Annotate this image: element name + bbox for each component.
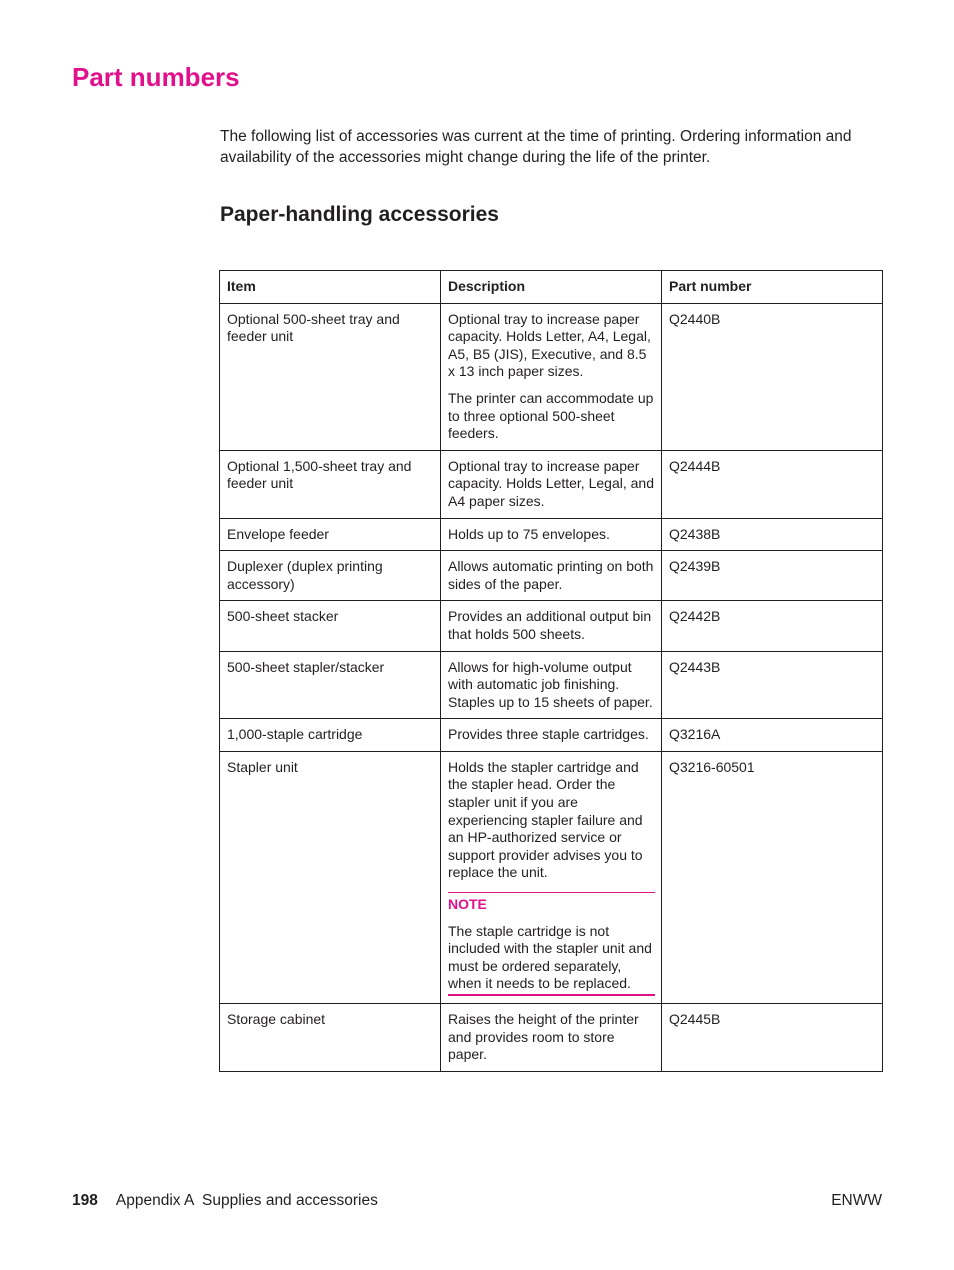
part-number-cell: Q2438B	[662, 518, 883, 551]
part-number-cell: Q2443B	[662, 651, 883, 719]
column-header-description: Description	[441, 271, 662, 304]
item-cell: Duplexer (duplex printing accessory)	[220, 551, 441, 601]
description-text: Allows for high-volume output with automatic job finishing. Staples up to 15 sheets of paper.	[448, 658, 653, 710]
part-number-cell: Q2445B	[662, 1004, 883, 1072]
column-header-item: Item	[220, 271, 441, 304]
note-label: NOTE	[448, 896, 487, 913]
description-text: Provides three staple cartridges.	[448, 726, 649, 743]
table-row	[220, 450, 883, 518]
item-cell: Optional 500-sheet tray and feeder unit	[220, 303, 441, 450]
footer-right: ENWW	[831, 1192, 882, 1209]
item-cell: 1,000-staple cartridge	[220, 719, 441, 752]
table-row	[220, 751, 883, 1003]
page-footer	[72, 1192, 882, 1210]
description-cell	[441, 651, 662, 719]
table-header-row	[220, 271, 883, 304]
note-text: The staple cartridge is not included with the stapler unit and must be ordered separately, when it needs to be replaced.	[448, 922, 652, 992]
page-number: 198	[72, 1192, 98, 1209]
description-text: Holds the stapler cartridge and the stapler head. Order the stapler unit if you are experiencing stapler failure and an HP-authorized service or support provider advises you to replace the unit.	[448, 758, 643, 881]
footer-left	[72, 1192, 378, 1210]
description-text: Allows automatic printing on both sides of the paper.	[448, 558, 654, 592]
description-text: The printer can accommodate up to three optional 500-sheet feeders.	[448, 389, 654, 442]
accessories-table	[219, 270, 883, 1072]
description-cell	[441, 303, 662, 450]
description-cell	[441, 719, 662, 752]
section-title: Paper-handling accessories	[220, 203, 499, 226]
part-number-cell: Q2440B	[662, 303, 883, 450]
table-row	[220, 551, 883, 601]
page-title: Part numbers	[72, 62, 240, 92]
description-text: Holds up to 75 envelopes.	[448, 525, 610, 542]
description-cell	[441, 1004, 662, 1072]
note-box	[448, 892, 655, 996]
part-number-cell: Q2444B	[662, 450, 883, 518]
description-cell	[441, 551, 662, 601]
table-row	[220, 303, 883, 450]
table-row	[220, 651, 883, 719]
column-header-part-number: Part number	[662, 271, 883, 304]
item-cell: Optional 1,500-sheet tray and feeder unit	[220, 450, 441, 518]
part-number-cell: Q2439B	[662, 551, 883, 601]
description-cell	[441, 518, 662, 551]
table-row	[220, 518, 883, 551]
intro-paragraph: The following list of accessories was current at the time of printing. Ordering information and availability of the accessories might change during the life of the printer.	[220, 128, 852, 166]
table-row	[220, 601, 883, 651]
description-text: Optional tray to increase paper capacity. Holds Letter, A4, Legal, A5, B5 (JIS), Executive, and 8.5 x 13 inch paper sizes.	[448, 310, 651, 380]
item-cell: 500-sheet stapler/stacker	[220, 651, 441, 719]
item-cell: Stapler unit	[220, 751, 441, 1003]
item-cell: Envelope feeder	[220, 518, 441, 551]
description-cell	[441, 601, 662, 651]
description-cell	[441, 751, 662, 1003]
part-number-cell: Q2442B	[662, 601, 883, 651]
item-cell: 500-sheet stacker	[220, 601, 441, 651]
item-cell: Storage cabinet	[220, 1004, 441, 1072]
part-number-cell: Q3216A	[662, 719, 883, 752]
description-text: Optional tray to increase paper capacity. Holds Letter, Legal, and A4 paper sizes.	[448, 457, 654, 509]
chapter-title: Appendix A Supplies and accessories	[115, 1192, 378, 1209]
table-row	[220, 1004, 883, 1072]
description-cell	[441, 450, 662, 518]
part-number-cell: Q3216-60501	[662, 751, 883, 1003]
description-text: Provides an additional output bin that holds 500 sheets.	[448, 608, 652, 642]
description-text: Raises the height of the printer and provides room to store paper.	[448, 1011, 639, 1063]
table-row	[220, 719, 883, 752]
